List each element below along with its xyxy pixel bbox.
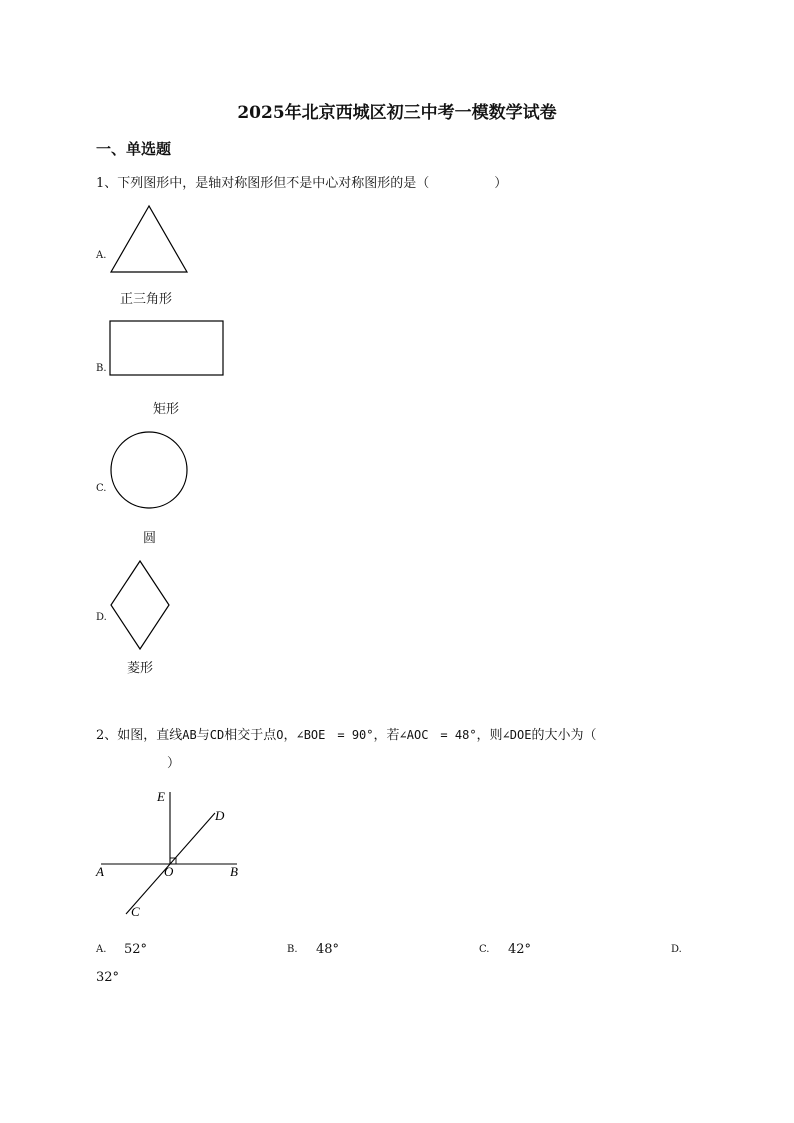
q2-line-cd: CD [209,728,225,742]
q1-option-a-letter: A. [96,250,107,261]
q2-option-b-value: 48° [316,942,340,957]
q1-option-b-caption: 矩形 [153,402,180,417]
label-b: B [230,864,238,879]
q1-option-d-caption: 菱形 [127,661,154,676]
q1-option-c-letter: C. [96,483,107,494]
label-o: O [164,864,174,879]
section-heading: 一、单选题 [96,140,172,158]
q2-option-d-letter: D. [671,944,682,955]
q1-option-c-caption: 圆 [143,531,157,546]
label-e: E [157,789,165,804]
q2-point-o: O [276,728,284,742]
q2-ze: ，则 [476,728,503,743]
q2-option-c-letter: C. [479,944,490,955]
label-a: A [96,864,104,879]
q2-stem-part2: 相交于点 [224,728,277,743]
q2-option-a-value: 52° [124,942,148,957]
q2-comma: ， [283,728,297,743]
q1-option-d-letter: D. [96,612,107,623]
q2-option-c-value: 42° [508,942,532,957]
q2-stem-part1: 2、如图，直线 [96,728,183,743]
q1-option-a-caption: 正三角形 [120,292,173,307]
q2-option-d-value: 32° [96,970,120,985]
q2-stem-part3: 的大小为（ [531,728,597,743]
q1-option-b-letter: B. [96,363,107,374]
q2-option-a-letter: A. [96,944,107,955]
q2-line-ab: AB [182,728,197,742]
q2-angle-doe: ∠DOE [502,728,532,742]
page-title: 2025年北京西城区初三中考一模数学试卷 [237,103,557,123]
question-1-stem: 1、下列图形中，是轴对称图形但不是中心对称图形的是（ ） [96,176,508,191]
label-d: D [215,808,225,823]
q2-angle-aoc: ∠AOC = 48° [399,728,477,742]
q2-close-paren: ） [167,756,181,771]
q2-ruo: ，若 [373,728,400,743]
label-c: C [131,904,140,919]
q2-yu: 与 [196,728,210,743]
q2-option-b-letter: B. [287,944,298,955]
q2-angle-boe: ∠BOE = 90° [296,728,374,742]
